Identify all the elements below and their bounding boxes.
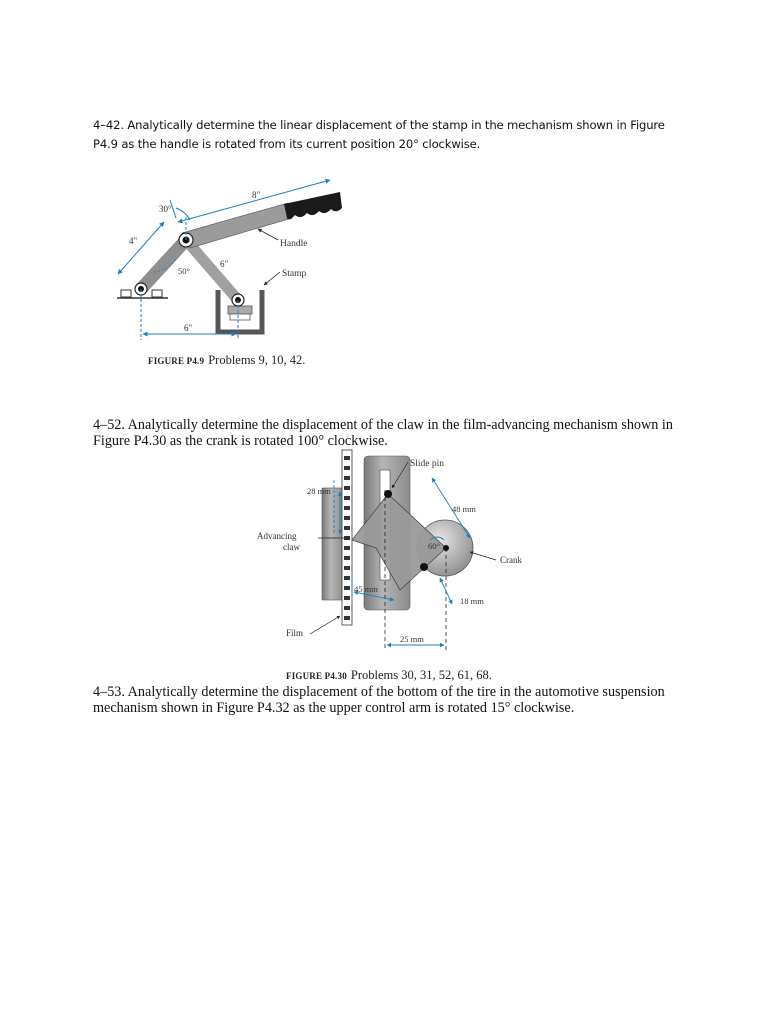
problem-4-42 [93,116,683,154]
label-handle: Handle [280,239,308,249]
problem-4-53 [93,684,685,716]
problem-4-42-line-2: P4.9 as the handle is rotated from its current position 20° clockwise. [93,137,481,151]
problem-4-52-line-2: Figure P4.30 as the crank is rotated 100° clockwise. [93,433,388,449]
label-length-6-link: 6" [220,259,229,269]
problem-4-53-line-2: mechanism shown in Figure P4.32 as the upper control arm is rotated 15° clockwise. [93,700,575,716]
crank-pin [420,563,428,571]
label-length-8: 8" [252,190,261,200]
figure-p4-30-caption-problems: Problems 30, 31, 52, 61, 68. [350,668,492,682]
label-25mm: 25 mm [400,634,424,644]
figure-p4-9-caption-problems: Problems 9, 10, 42. [208,353,306,367]
crank-leader [470,552,496,560]
handle-grip [284,192,342,219]
figure-p4-9-caption [148,351,305,369]
label-angle-60: 60° [428,541,440,551]
figure-p4-9-caption-label: FIGURE P4.9 [148,356,205,366]
label-crank: Crank [500,555,522,565]
handle-arm [182,203,292,248]
label-length-4: 4" [129,236,138,246]
label-angle-50: 50° [178,266,190,276]
label-48mm: 48 mm [452,504,476,514]
label-advancing: Advancing [257,531,297,541]
film-leader [310,616,340,634]
stamp-leader [264,272,280,285]
label-45mm: 45 mm [354,584,378,594]
label-stamp: Stamp [282,269,307,279]
figure-p4-30-caption [286,666,492,684]
label-slide-pin: Slide pin [410,459,445,469]
film-strip [342,450,352,625]
handle-leader [258,229,278,240]
figure-p4-30-caption-label: FIGURE P4.30 [286,671,347,681]
problem-4-52-line-1: 4–52. Analytically determine the displacement of the claw in the film-advancing mechanism shown in [93,417,673,433]
label-angle-30: 30° [159,204,172,214]
problem-4-53-line-1: 4–53. Analytically determine the displacement of the bottom of the tire in the automotive suspension [93,684,665,700]
label-claw: claw [283,542,300,552]
label-18mm: 18 mm [460,596,484,606]
label-28mm: 28 mm [307,486,331,496]
figure-p4-30 [250,448,540,660]
problem-4-52 [93,417,685,449]
link-6in [186,240,238,300]
frame-plate-left [322,488,344,600]
label-length-6-base: 6" [184,323,193,333]
link-4in [141,240,186,289]
label-film: Film [286,628,304,638]
figure-p4-9 [110,175,350,350]
problem-4-42-line-1: 4–42. Analytically determine the linear displacement of the stamp in the mechanism shown in Figure [93,118,665,132]
